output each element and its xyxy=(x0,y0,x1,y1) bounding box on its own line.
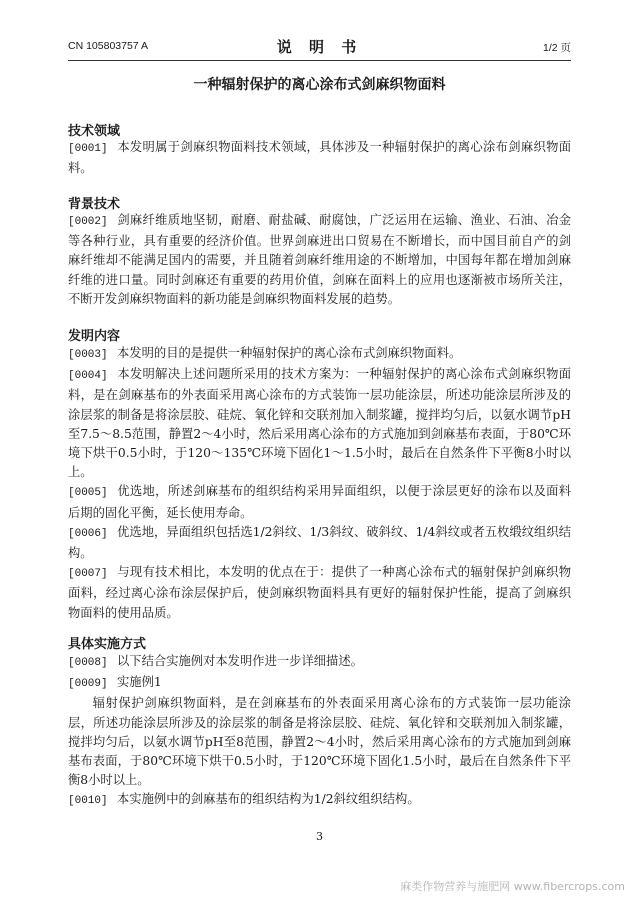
paragraph-number: [0003] xyxy=(68,349,108,361)
paragraph-text: 本发明属于剑麻织物面料技术领域，具体涉及一种辐射保护的离心涂布剑麻织物面料。 xyxy=(68,140,571,176)
paragraph-0009 xyxy=(68,673,571,694)
paragraph-text: 优选地，所述剑麻基布的组织结构采用异面组织，以便于涂层更好的涂布以及面料后期的固化平衡，延长使用寿命。 xyxy=(68,484,571,520)
paragraph-number: [0009] xyxy=(68,678,108,691)
section-heading-tech-field: 技术领域 xyxy=(68,124,121,139)
paragraph-number: [0002] xyxy=(68,216,108,228)
paragraph-0007 xyxy=(68,563,571,623)
section-body-embodiment xyxy=(68,652,571,812)
page-indicator: 1/2 页 xyxy=(542,42,571,54)
paragraph-text: 本发明解决上述问题所采用的技术方案为：一种辐射保护的离心涂布式剑麻织物面料，是在剑麻基布的外表面采用离心涂布的方式装饰一层功能涂层，所述功能涂层所涉及的涂层浆的制备是将涂层胶、硅烷、氧化锌和交联剂加入制浆罐，搅拌均匀后，以氨水调节pH至7.5～8.5范围，静置2～4小时，然后采用离心涂布的方式施加到剑麻基布表面，于80℃环境下烘干0.5小时，于120～135℃环境下固化1～1.5小时，最后在自然条件下平衡8小时以上。 xyxy=(68,367,571,480)
paragraph-0003 xyxy=(68,344,571,365)
paragraph-text: 剑麻纤维质地坚韧，耐磨、耐盐碱、耐腐蚀，广泛运用在运输、渔业、石油、冶金等各种行业，具有重要的经济价值。世界剑麻进出口贸易在不断增长，而中国目前自产的剑麻纤维却不能满足国内的需要，并且随着剑麻纤维用途的不断增加，中国每年都在增加剑麻纤维的进口量。同时剑麻还有重要的药用价值，剑麻在面料上的应用也逐渐被市场所关注，不断开发剑麻织物面料的新功能是剑麻织物面料发展的趋势。 xyxy=(68,213,571,306)
section-body-invention xyxy=(68,344,571,623)
paragraph-0001 xyxy=(68,138,571,178)
paragraph-number: [0006] xyxy=(68,527,108,540)
paragraph-number: [0001] xyxy=(68,143,108,155)
paragraph-text: 以下结合实施例对本发明作进一步详细描述。 xyxy=(117,654,363,668)
patent-number: CN 105803757 A xyxy=(68,40,148,52)
paragraph-0005 xyxy=(68,482,571,522)
header-divider xyxy=(68,60,571,61)
paragraph-number: [0007] xyxy=(68,568,108,581)
paragraph-number: [0004] xyxy=(68,370,108,383)
paragraph-0010 xyxy=(68,790,571,811)
section-body-background xyxy=(68,211,571,309)
paragraph-example-1-body xyxy=(68,694,571,790)
paragraph-text: 与现有技术相比，本发明的优点在于：提供了一种离心涂布式的辐射保护剑麻织物面料，经过离心涂布涂层保护后，使剑麻织物面料具有更好的辐射保护性能，提高了剑麻织物面料的使用品质。 xyxy=(68,565,571,620)
paragraph-number: [0005] xyxy=(68,487,108,500)
paragraph-text: 辐射保护剑麻织物面料，是在剑麻基布的外表面采用离心涂布的方式装饰一层功能涂层，所述功能涂层所涉及的涂层浆的制备是将涂层胶、硅烷、氧化锌和交联剂加入制浆罐，搅拌均匀后，以氨水调节pH至8范围，静置2～4小时，然后采用离心涂布的方式施加到剑麻基布表面，于80℃环境下烘干0.5小时，于120℃环境下固化1.5小时，最后在自然条件下平衡8小时以上。 xyxy=(68,696,571,788)
paragraph-text: 优选地，异面组织包括选1/2斜纹、1/3斜纹、破斜纹、1/4斜纹或者五枚缎纹组织结构。 xyxy=(68,524,571,561)
document-header xyxy=(68,36,571,56)
paragraph-text: 本实施例中的剑麻基布的组织结构为1/2斜纹组织结构。 xyxy=(117,792,420,807)
section-body-tech-field xyxy=(68,138,571,178)
paragraph-0008 xyxy=(68,652,571,673)
section-heading-embodiment: 具体实施方式 xyxy=(68,637,147,652)
paragraph-number: [0010] xyxy=(68,795,108,808)
section-heading-background: 背景技术 xyxy=(68,197,121,212)
document-type-label: 说 明 书 xyxy=(276,38,363,56)
section-heading-invention: 发明内容 xyxy=(68,329,121,344)
paragraph-0004 xyxy=(68,365,571,482)
site-watermark: 麻类作物营养与施肥网 www.fibercrops.com xyxy=(400,880,625,893)
page-number: 3 xyxy=(316,830,323,843)
paragraph-text: 实施例1 xyxy=(117,675,162,690)
paragraph-text: 本发明的目的是提供一种辐射保护的离心涂布式剑麻织物面料。 xyxy=(117,346,462,360)
paragraph-0002 xyxy=(68,211,571,309)
paragraph-number: [0008] xyxy=(68,657,108,669)
paragraph-0006 xyxy=(68,523,571,563)
document-title: 一种辐射保护的离心涂布式剑麻织物面料 xyxy=(193,77,446,93)
